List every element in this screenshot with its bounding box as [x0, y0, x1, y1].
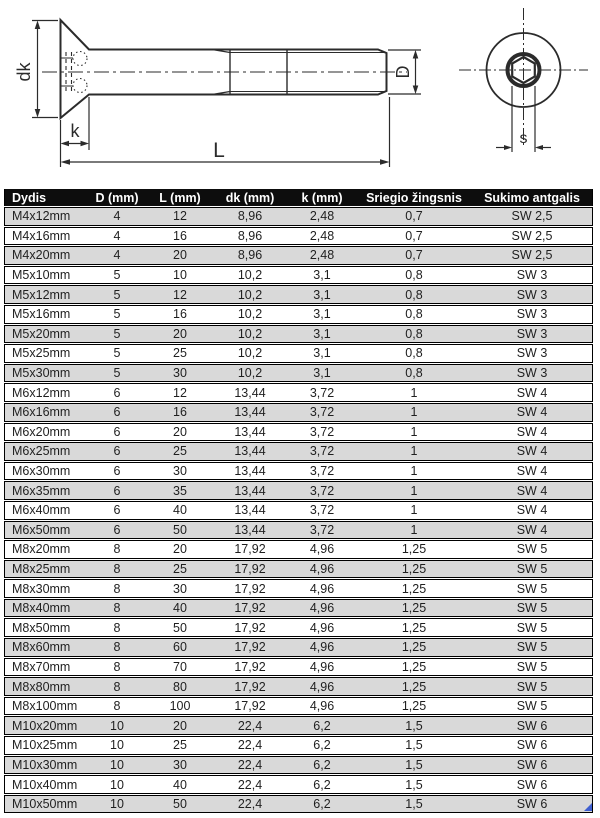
table-cell: 10,2: [212, 266, 288, 285]
table-cell: 1: [356, 521, 472, 540]
table-cell: 20: [148, 540, 212, 559]
dim-D-label: D: [392, 65, 413, 79]
table-cell: 13,44: [212, 423, 288, 442]
table-cell: 22,4: [212, 795, 288, 814]
table-cell: 1: [356, 501, 472, 520]
table-cell: SW 3: [472, 285, 593, 304]
table-cell: 6: [86, 423, 148, 442]
table-cell: SW 4: [472, 442, 593, 461]
table-cell: SW 4: [472, 423, 593, 442]
table-cell: SW 6: [472, 795, 593, 814]
table-cell: 10: [148, 266, 212, 285]
table-cell: 10: [86, 795, 148, 814]
table-cell: 40: [148, 775, 212, 794]
table-cell: 13,44: [212, 442, 288, 461]
table-cell: 20: [148, 423, 212, 442]
table-cell: M5x30mm: [4, 364, 86, 383]
dim-dk-label: dk: [13, 62, 34, 82]
table-cell: 25: [148, 736, 212, 755]
table-row: [4, 325, 593, 344]
table-cell: SW 5: [472, 599, 593, 618]
table-cell: 12: [148, 207, 212, 226]
table-cell: 13,44: [212, 481, 288, 500]
dim-dk-arrow-up: [35, 21, 41, 30]
table-cell: 17,92: [212, 579, 288, 598]
table-cell: 0,7: [356, 207, 472, 226]
table-cell: M6x30mm: [4, 462, 86, 481]
table-cell: SW 4: [472, 383, 593, 402]
table-cell: 4,96: [288, 618, 356, 637]
table-cell: 1,25: [356, 638, 472, 657]
table-cell: 10,2: [212, 325, 288, 344]
table-row: [4, 599, 593, 618]
table-cell: 8: [86, 579, 148, 598]
table-cell: 8,96: [212, 227, 288, 246]
table-cell: M8x70mm: [4, 658, 86, 677]
table-cell: SW 3: [472, 344, 593, 363]
table-cell: 0,8: [356, 364, 472, 383]
table-cell: 1: [356, 481, 472, 500]
table-cell: 22,4: [212, 756, 288, 775]
table-cell: M5x12mm: [4, 285, 86, 304]
table-cell: 13,44: [212, 403, 288, 422]
table-row: [4, 246, 593, 265]
table-row: [4, 462, 593, 481]
table-cell: 13,44: [212, 501, 288, 520]
table-cell: 30: [148, 462, 212, 481]
table-cell: 3,1: [288, 325, 356, 344]
table-cell: 4,96: [288, 697, 356, 716]
table-cell: 13,44: [212, 521, 288, 540]
table-cell: 1: [356, 423, 472, 442]
table-cell: SW 4: [472, 521, 593, 540]
table-cell: 6,2: [288, 736, 356, 755]
table-cell: 3,72: [288, 423, 356, 442]
table-row: [4, 795, 593, 814]
table-cell: M8x80mm: [4, 677, 86, 696]
table-cell: SW 3: [472, 266, 593, 285]
table-cell: 6: [86, 481, 148, 500]
table-cell: 60: [148, 638, 212, 657]
table-cell: M6x12mm: [4, 383, 86, 402]
table-cell: 1: [356, 403, 472, 422]
column-header: D (mm): [86, 189, 148, 206]
column-header: Dydis: [4, 189, 86, 206]
table-cell: 50: [148, 521, 212, 540]
table-cell: 5: [86, 305, 148, 324]
table-cell: 1,25: [356, 658, 472, 677]
table-cell: 3,1: [288, 285, 356, 304]
table-cell: 1: [356, 442, 472, 461]
socket-hidden-arc-bottom: [73, 79, 87, 93]
table-cell: 1: [356, 462, 472, 481]
table-cell: 5: [86, 325, 148, 344]
table-cell: 5: [86, 344, 148, 363]
table-cell: SW 6: [472, 736, 593, 755]
table-cell: 0,8: [356, 305, 472, 324]
column-header: dk (mm): [212, 189, 288, 206]
table-cell: 30: [148, 579, 212, 598]
dim-L-arrow-left: [61, 159, 71, 165]
table-cell: 17,92: [212, 540, 288, 559]
table-cell: M4x20mm: [4, 246, 86, 265]
table-cell: SW 5: [472, 638, 593, 657]
dim-s-arrow-right: [535, 145, 543, 150]
table-cell: 50: [148, 795, 212, 814]
table-row: [4, 716, 593, 735]
table-cell: 3,1: [288, 266, 356, 285]
table-cell: SW 4: [472, 462, 593, 481]
table-cell: 0,8: [356, 285, 472, 304]
table-cell: M6x35mm: [4, 481, 86, 500]
table-row: [4, 481, 593, 500]
table-cell: 25: [148, 442, 212, 461]
side-view: [42, 20, 407, 118]
table-cell: 13,44: [212, 383, 288, 402]
table-cell: M8x40mm: [4, 599, 86, 618]
table-cell: 17,92: [212, 599, 288, 618]
table-row: [4, 697, 593, 716]
table-cell: 1,25: [356, 618, 472, 637]
table-cell: 50: [148, 618, 212, 637]
table-row: [4, 560, 593, 579]
table-row: [4, 423, 593, 442]
table-cell: SW 3: [472, 305, 593, 324]
table-cell: 8: [86, 599, 148, 618]
table-cell: 1,5: [356, 795, 472, 814]
table-cell: M6x50mm: [4, 521, 86, 540]
table-cell: 10: [86, 775, 148, 794]
table-cell: 5: [86, 364, 148, 383]
table-cell: 1,5: [356, 775, 472, 794]
table-cell: M8x30mm: [4, 579, 86, 598]
dim-dk-arrow-down: [35, 109, 41, 118]
socket-hidden-arc-top: [73, 52, 87, 66]
table-row: [4, 756, 593, 775]
table-cell: SW 6: [472, 716, 593, 735]
table-cell: 8: [86, 560, 148, 579]
table-cell: 8,96: [212, 207, 288, 226]
dimensions-table-wrap: [0, 188, 600, 814]
table-cell: 80: [148, 677, 212, 696]
table-cell: SW 3: [472, 325, 593, 344]
table-cell: 5: [86, 285, 148, 304]
table-cell: 1,5: [356, 736, 472, 755]
table-cell: 3,72: [288, 501, 356, 520]
table-cell: 2,48: [288, 246, 356, 265]
table-cell: 4,96: [288, 540, 356, 559]
table-cell: M10x20mm: [4, 716, 86, 735]
column-header: Sukimo antgalis: [472, 189, 593, 206]
table-row: [4, 403, 593, 422]
table-cell: 3,72: [288, 442, 356, 461]
table-row: [4, 207, 593, 226]
table-cell: 25: [148, 560, 212, 579]
column-header: Sriegio žingsnis: [356, 189, 472, 206]
table-cell: 22,4: [212, 716, 288, 735]
table-cell: SW 6: [472, 775, 593, 794]
table-row: [4, 736, 593, 755]
table-row: [4, 383, 593, 402]
dim-k-label: k: [70, 121, 80, 141]
table-row: [4, 579, 593, 598]
table-cell: M5x25mm: [4, 344, 86, 363]
technical-drawing: [0, 0, 600, 188]
table-row: [4, 442, 593, 461]
table-cell: M4x16mm: [4, 227, 86, 246]
table-cell: 6,2: [288, 795, 356, 814]
table-cell: 2,48: [288, 207, 356, 226]
table-row: [4, 364, 593, 383]
table-cell: 16: [148, 403, 212, 422]
table-cell: M5x20mm: [4, 325, 86, 344]
table-cell: SW 5: [472, 618, 593, 637]
table-cell: 3,72: [288, 403, 356, 422]
table-cell: 70: [148, 658, 212, 677]
dim-s-arrow-left: [504, 145, 512, 150]
table-cell: 10,2: [212, 364, 288, 383]
table-cell: 17,92: [212, 618, 288, 637]
screw-outline: [61, 20, 387, 118]
table-cell: 6: [86, 442, 148, 461]
table-cell: SW 5: [472, 658, 593, 677]
table-cell: 3,72: [288, 481, 356, 500]
table-cell: 30: [148, 364, 212, 383]
table-cell: M10x30mm: [4, 756, 86, 775]
table-cell: 4,96: [288, 560, 356, 579]
table-cell: 4,96: [288, 579, 356, 598]
table-cell: 25: [148, 344, 212, 363]
table-cell: M10x50mm: [4, 795, 86, 814]
table-cell: M5x10mm: [4, 266, 86, 285]
table-cell: 10: [86, 736, 148, 755]
table-cell: SW 2,5: [472, 207, 593, 226]
table-cell: M6x20mm: [4, 423, 86, 442]
table-cell: 40: [148, 599, 212, 618]
table-cell: 1,25: [356, 560, 472, 579]
table-cell: 4,96: [288, 677, 356, 696]
table-row: [4, 227, 593, 246]
table-cell: 3,1: [288, 344, 356, 363]
table-cell: SW 3: [472, 364, 593, 383]
table-cell: 4,96: [288, 638, 356, 657]
table-cell: M6x16mm: [4, 403, 86, 422]
table-cell: 4,96: [288, 658, 356, 677]
dimensions-table: [4, 188, 593, 814]
table-cell: 10,2: [212, 344, 288, 363]
table-cell: 20: [148, 246, 212, 265]
table-cell: SW 4: [472, 403, 593, 422]
table-cell: 6: [86, 462, 148, 481]
table-cell: 40: [148, 501, 212, 520]
table-cell: 4: [86, 207, 148, 226]
table-cell: 12: [148, 383, 212, 402]
table-cell: 8: [86, 540, 148, 559]
table-cell: M10x25mm: [4, 736, 86, 755]
table-cell: 17,92: [212, 677, 288, 696]
table-cell: SW 5: [472, 560, 593, 579]
table-cell: 10: [86, 756, 148, 775]
table-cell: 12: [148, 285, 212, 304]
table-cell: 8,96: [212, 246, 288, 265]
table-cell: 0,8: [356, 344, 472, 363]
table-row: [4, 521, 593, 540]
table-cell: 20: [148, 716, 212, 735]
table-cell: 6,2: [288, 756, 356, 775]
dim-D-arrow-up: [413, 50, 419, 59]
table-cell: 6,2: [288, 775, 356, 794]
dim-k-arrow-right: [81, 141, 90, 146]
table-cell: M6x40mm: [4, 501, 86, 520]
dim-D-arrow-down: [413, 86, 419, 95]
table-cell: 3,72: [288, 383, 356, 402]
table-cell: 10,2: [212, 305, 288, 324]
table-row: [4, 266, 593, 285]
table-cell: 4: [86, 246, 148, 265]
header-row: [4, 189, 593, 206]
table-cell: SW 6: [472, 756, 593, 775]
table-cell: 1: [356, 383, 472, 402]
table-cell: SW 5: [472, 697, 593, 716]
column-header: L (mm): [148, 189, 212, 206]
table-cell: SW 5: [472, 677, 593, 696]
table-cell: 1,25: [356, 599, 472, 618]
table-cell: 16: [148, 305, 212, 324]
table-cell: 4,96: [288, 599, 356, 618]
table-row: [4, 658, 593, 677]
table-body: [4, 207, 593, 813]
table-cell: 0,8: [356, 325, 472, 344]
table-row: [4, 775, 593, 794]
table-cell: SW 2,5: [472, 227, 593, 246]
table-cell: 4: [86, 227, 148, 246]
table-cell: 6: [86, 403, 148, 422]
table-cell: 3,1: [288, 305, 356, 324]
table-cell: M5x16mm: [4, 305, 86, 324]
table-cell: 100: [148, 697, 212, 716]
dim-k-arrow-left: [61, 141, 70, 146]
dim-s-label: s: [519, 130, 528, 147]
table-cell: 1,25: [356, 540, 472, 559]
table-cell: M8x20mm: [4, 540, 86, 559]
table-row: [4, 501, 593, 520]
table-cell: 8: [86, 638, 148, 657]
corner-marker-icon: [584, 803, 592, 811]
dim-L-label: L: [213, 139, 225, 162]
table-cell: 1,5: [356, 756, 472, 775]
table-row: [4, 618, 593, 637]
table-row: [4, 285, 593, 304]
dim-L-arrow-right: [380, 159, 390, 165]
table-cell: 6: [86, 501, 148, 520]
column-header: k (mm): [288, 189, 356, 206]
table-cell: M6x25mm: [4, 442, 86, 461]
dim-dk: [32, 21, 58, 118]
table-row: [4, 540, 593, 559]
table-cell: 1,25: [356, 677, 472, 696]
table-cell: SW 2,5: [472, 246, 593, 265]
table-cell: 0,8: [356, 266, 472, 285]
table-cell: M10x40mm: [4, 775, 86, 794]
table-cell: 8: [86, 658, 148, 677]
table-cell: M8x50mm: [4, 618, 86, 637]
table-cell: 17,92: [212, 638, 288, 657]
table-cell: M4x12mm: [4, 207, 86, 226]
table-row: [4, 638, 593, 657]
table-cell: 3,1: [288, 364, 356, 383]
table-cell: 6: [86, 383, 148, 402]
table-cell: 30: [148, 756, 212, 775]
table-cell: 10,2: [212, 285, 288, 304]
table-cell: 3,72: [288, 462, 356, 481]
table-cell: 3,72: [288, 521, 356, 540]
dim-L: [61, 97, 390, 167]
table-cell: SW 5: [472, 540, 593, 559]
table-cell: SW 4: [472, 481, 593, 500]
table-row: [4, 344, 593, 363]
table-cell: 1,25: [356, 579, 472, 598]
table-cell: 8: [86, 618, 148, 637]
table-cell: SW 4: [472, 501, 593, 520]
table-cell: 13,44: [212, 462, 288, 481]
table-cell: 8: [86, 677, 148, 696]
table-row: [4, 305, 593, 324]
table-cell: 20: [148, 325, 212, 344]
table-cell: SW 5: [472, 579, 593, 598]
table-cell: 1,5: [356, 716, 472, 735]
table-cell: 5: [86, 266, 148, 285]
table-cell: 35: [148, 481, 212, 500]
table-cell: 8: [86, 697, 148, 716]
table-cell: M8x60mm: [4, 638, 86, 657]
table-cell: 6,2: [288, 716, 356, 735]
table-cell: 17,92: [212, 658, 288, 677]
table-cell: 17,92: [212, 697, 288, 716]
table-cell: 22,4: [212, 775, 288, 794]
table-cell: 0,7: [356, 246, 472, 265]
table-cell: 16: [148, 227, 212, 246]
table-cell: 1,25: [356, 697, 472, 716]
table-cell: 6: [86, 521, 148, 540]
table-cell: M8x25mm: [4, 560, 86, 579]
table-cell: 2,48: [288, 227, 356, 246]
table-cell: 0,7: [356, 227, 472, 246]
table-cell: 22,4: [212, 736, 288, 755]
table-row: [4, 677, 593, 696]
table-cell: 10: [86, 716, 148, 735]
table-cell: 17,92: [212, 560, 288, 579]
table-cell: M8x100mm: [4, 697, 86, 716]
